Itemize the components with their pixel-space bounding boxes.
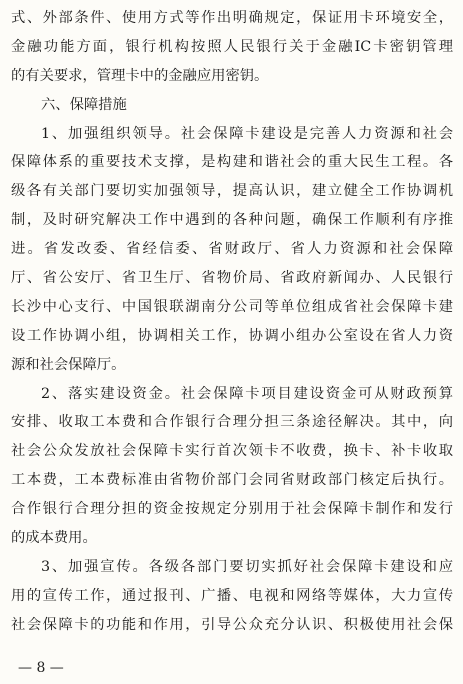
text-line: 安排、收取工本费和合作银行合理分担三条途径解决。其中，向 bbox=[11, 414, 453, 431]
text-line: 合作银行合理分担的资金按规定分别用于社会保障卡制作和发行 bbox=[11, 501, 453, 518]
text-line: 用的宣传工作，通过报刊、广播、电视和网络等媒体，大力宣传 bbox=[11, 587, 453, 604]
text-line: 厅、省公安厅、省卫生厅、省物价局、省政府新闻办、人民银行 bbox=[11, 270, 453, 287]
text-line: 级各有关部门要切实加强领导，提高认识，建立健全工作协调机 bbox=[11, 183, 453, 200]
text-line: 保障体系的重要技术支撑，是构建和谐社会的重大民生工程。各 bbox=[11, 154, 453, 171]
text-line: 社会公众发放社会保障卡实行首次领卡不收费，换卡、补卡收取 bbox=[11, 443, 453, 460]
text-line: 的成本费用。 bbox=[11, 530, 97, 547]
text-line: 2、落实建设资金。社会保障卡项目建设资金可从财政预算 bbox=[41, 385, 453, 402]
text-line: 长沙中心支行、中国银联湖南分公司等单位组成省社会保障卡建 bbox=[11, 298, 453, 315]
document-body bbox=[11, 4, 453, 640]
text-line: 进。省发改委、省经信委、省财政厅、省人力资源和社会保障 bbox=[11, 241, 453, 258]
page-number: — 8 — bbox=[18, 660, 64, 676]
text-line: 3、加强宣传。各级各部门要切实抓好社会保障卡建设和应 bbox=[41, 558, 453, 575]
text-line: 金融功能方面，银行机构按照人民银行关于金融IC卡密钥管理 bbox=[11, 38, 453, 55]
text-line: 社会保障卡的功能和作用，引导公众充分认识、积极使用社会保 bbox=[11, 616, 453, 633]
text-line: 制，及时研究解决工作中遇到的各种问题，确保工作顺利有序推 bbox=[11, 212, 453, 229]
text-line: 六、保障措施 bbox=[41, 96, 127, 113]
text-line: 工本费，工本费标准由省物价部门会同省财政部门核定后执行。 bbox=[11, 472, 453, 489]
text-line: 1、加强组织领导。社会保障卡建设是完善人力资源和社会 bbox=[41, 125, 453, 142]
text-line: 的有关要求，管理卡中的金融应用密钥。 bbox=[11, 67, 269, 84]
text-line: 源和社会保障厅。 bbox=[11, 356, 126, 373]
text-line: 式、外部条件、使用方式等作出明确规定，保证用卡环境安全， bbox=[11, 10, 453, 26]
text-line: 设工作协调小组，协调相关工作，协调小组办公室设在省人力资 bbox=[11, 327, 453, 344]
